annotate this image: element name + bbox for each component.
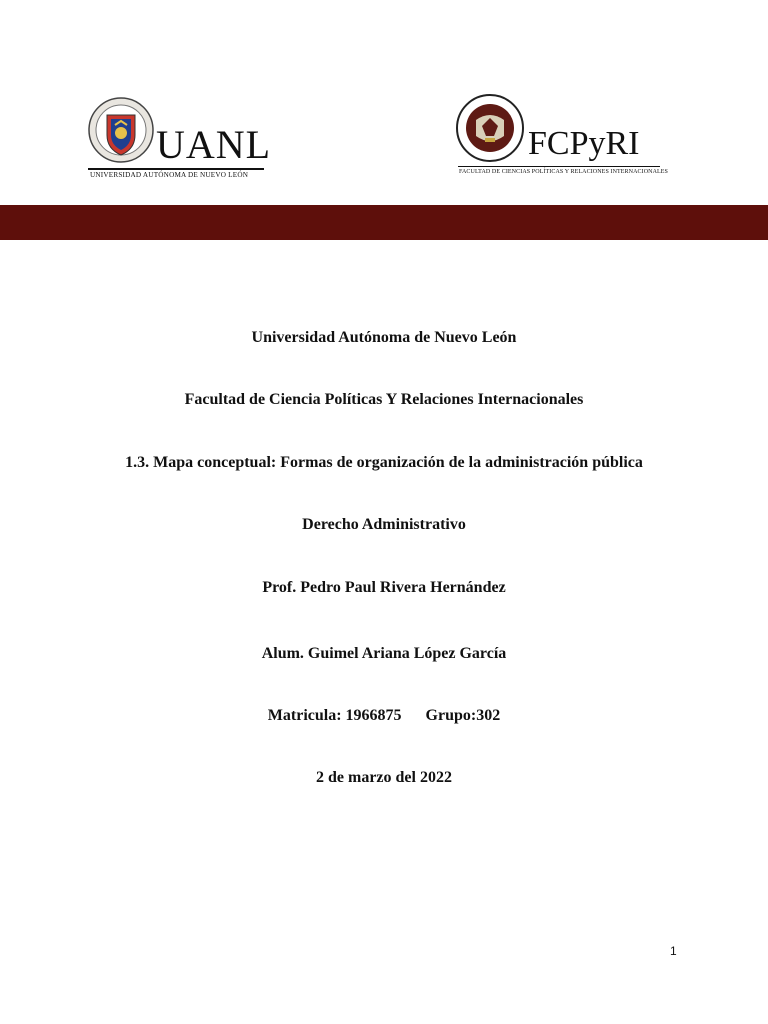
grupo: Grupo:302 bbox=[425, 707, 501, 724]
student-name: Alum. Guimel Ariana López García bbox=[261, 645, 507, 662]
document-title: 1.3. Mapa conceptual: Formas de organización de la administración pública bbox=[125, 454, 643, 471]
fcpyri-seal-icon bbox=[456, 92, 524, 162]
header-band bbox=[0, 205, 768, 240]
uanl-wordmark: UANL bbox=[156, 122, 272, 167]
uanl-subtitle: UNIVERSIDAD AUTÓNOMA DE NUEVO LEÓN bbox=[90, 171, 249, 179]
subject-name: Derecho Administrativo bbox=[302, 516, 466, 533]
page-number: 1 bbox=[670, 944, 677, 958]
uanl-seal-icon bbox=[88, 95, 154, 165]
fcpyri-logo bbox=[456, 92, 666, 184]
enrollment-line bbox=[0, 706, 768, 726]
faculty-name: Facultad de Ciencia Políticas Y Relaciones Internacionales bbox=[184, 391, 584, 408]
fcpyri-subtitle: FACULTAD DE CIENCIAS POLÍTICAS Y RELACIONES INTERNACIONALES bbox=[459, 169, 668, 175]
university-name: Universidad Autónoma de Nuevo León bbox=[251, 329, 517, 346]
professor-name: Prof. Pedro Paul Rivera Hernández bbox=[262, 579, 506, 596]
uanl-logo bbox=[88, 95, 272, 185]
fcpyri-divider bbox=[458, 166, 660, 167]
fcpyri-wordmark: FCPyRI bbox=[528, 125, 640, 162]
date: 2 de marzo del 2022 bbox=[316, 769, 452, 786]
uanl-divider bbox=[88, 168, 264, 170]
matricula: Matricula: 1966875 bbox=[267, 707, 402, 724]
